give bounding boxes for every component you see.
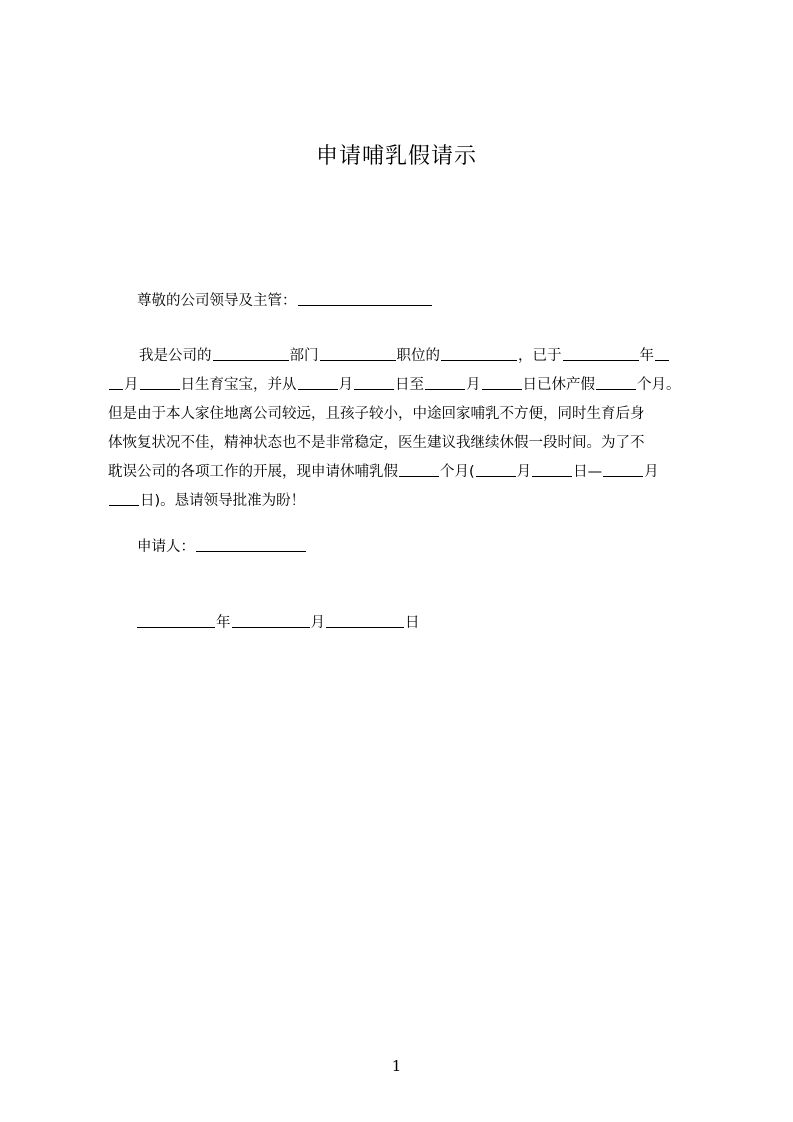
nursing-end-day-blank[interactable] bbox=[109, 490, 139, 506]
body-text-segment: 日— bbox=[573, 464, 603, 480]
date-day-label: 日 bbox=[405, 615, 420, 631]
birth-month-blank-end[interactable] bbox=[109, 374, 123, 390]
body-text-segment: 我是公司的 bbox=[139, 348, 212, 364]
department-blank[interactable] bbox=[213, 345, 289, 361]
date-year-label: 年 bbox=[216, 615, 231, 631]
body-row-1 bbox=[108, 342, 703, 371]
body-text-segment: ，已于 bbox=[518, 348, 562, 364]
body-text-segment: 日至 bbox=[395, 377, 424, 393]
body-row-4: 体恢复状况不佳，精神状态也不是非常稳定，医生建议我继续休假一段时间。为了不 bbox=[108, 435, 645, 451]
body-text-segment: 日已休产假 bbox=[522, 377, 595, 393]
nursing-months-blank[interactable] bbox=[399, 461, 439, 477]
birth-month-blank-start[interactable] bbox=[655, 345, 669, 361]
body-text-segment: 职位的 bbox=[396, 348, 440, 364]
document-title: 申请哺乳假请示 bbox=[315, 144, 477, 169]
nursing-end-month-blank[interactable] bbox=[603, 461, 643, 477]
leave-start-month-blank[interactable] bbox=[298, 374, 338, 390]
request-body bbox=[108, 342, 703, 516]
applicant-label: 申请人： bbox=[137, 539, 195, 555]
body-text-segment: 月 bbox=[516, 464, 532, 480]
maternity-months-blank[interactable] bbox=[596, 374, 636, 390]
applicant-signature-blank[interactable] bbox=[196, 536, 306, 552]
body-text-segment: 月 bbox=[466, 377, 481, 393]
page-number: 1 bbox=[391, 1057, 402, 1075]
body-text-segment: 部门 bbox=[289, 348, 319, 364]
body-text-segment: 日生育宝宝，并从 bbox=[180, 377, 297, 393]
body-text-segment: 月 bbox=[338, 377, 353, 393]
body-text-segment: 个月。 bbox=[637, 377, 681, 393]
salutation-line bbox=[137, 290, 433, 311]
body-row-3: 但是由于本人家住地离公司较远，且孩子较小，中途回家哺乳不方便，同时生育后身 bbox=[108, 406, 645, 422]
date-month-label: 月 bbox=[310, 615, 325, 631]
nursing-start-month-blank[interactable] bbox=[476, 461, 516, 477]
body-text-segment: 年 bbox=[639, 348, 654, 364]
nursing-start-day-blank[interactable] bbox=[532, 461, 572, 477]
date-day-blank[interactable] bbox=[326, 612, 404, 628]
body-text-segment: 个月( bbox=[440, 464, 475, 480]
birth-year-blank[interactable] bbox=[563, 345, 639, 361]
date-month-blank[interactable] bbox=[232, 612, 310, 628]
body-text-segment: 耽误公司的各项工作的开展，现申请休哺乳假 bbox=[108, 464, 398, 480]
body-text-segment: 月 bbox=[124, 377, 139, 393]
body-text-segment: 日)。恳请领导批准为盼！ bbox=[140, 493, 306, 509]
leave-end-day-blank[interactable] bbox=[482, 374, 522, 390]
birth-day-blank[interactable] bbox=[140, 374, 180, 390]
position-blank[interactable] bbox=[320, 345, 396, 361]
body-row-2 bbox=[108, 371, 703, 400]
leave-end-month-blank[interactable] bbox=[425, 374, 465, 390]
date-line bbox=[136, 612, 420, 633]
leave-start-day-blank[interactable] bbox=[354, 374, 394, 390]
body-row-5 bbox=[108, 458, 703, 487]
body-text-segment: 月 bbox=[644, 464, 659, 480]
date-year-blank[interactable] bbox=[137, 612, 215, 628]
body-row-6 bbox=[108, 487, 703, 516]
salutation-text: 尊敬的公司领导及主管： bbox=[137, 293, 297, 309]
position-detail-blank[interactable] bbox=[441, 345, 517, 361]
applicant-line bbox=[137, 536, 307, 557]
salutation-blank[interactable] bbox=[298, 290, 432, 306]
